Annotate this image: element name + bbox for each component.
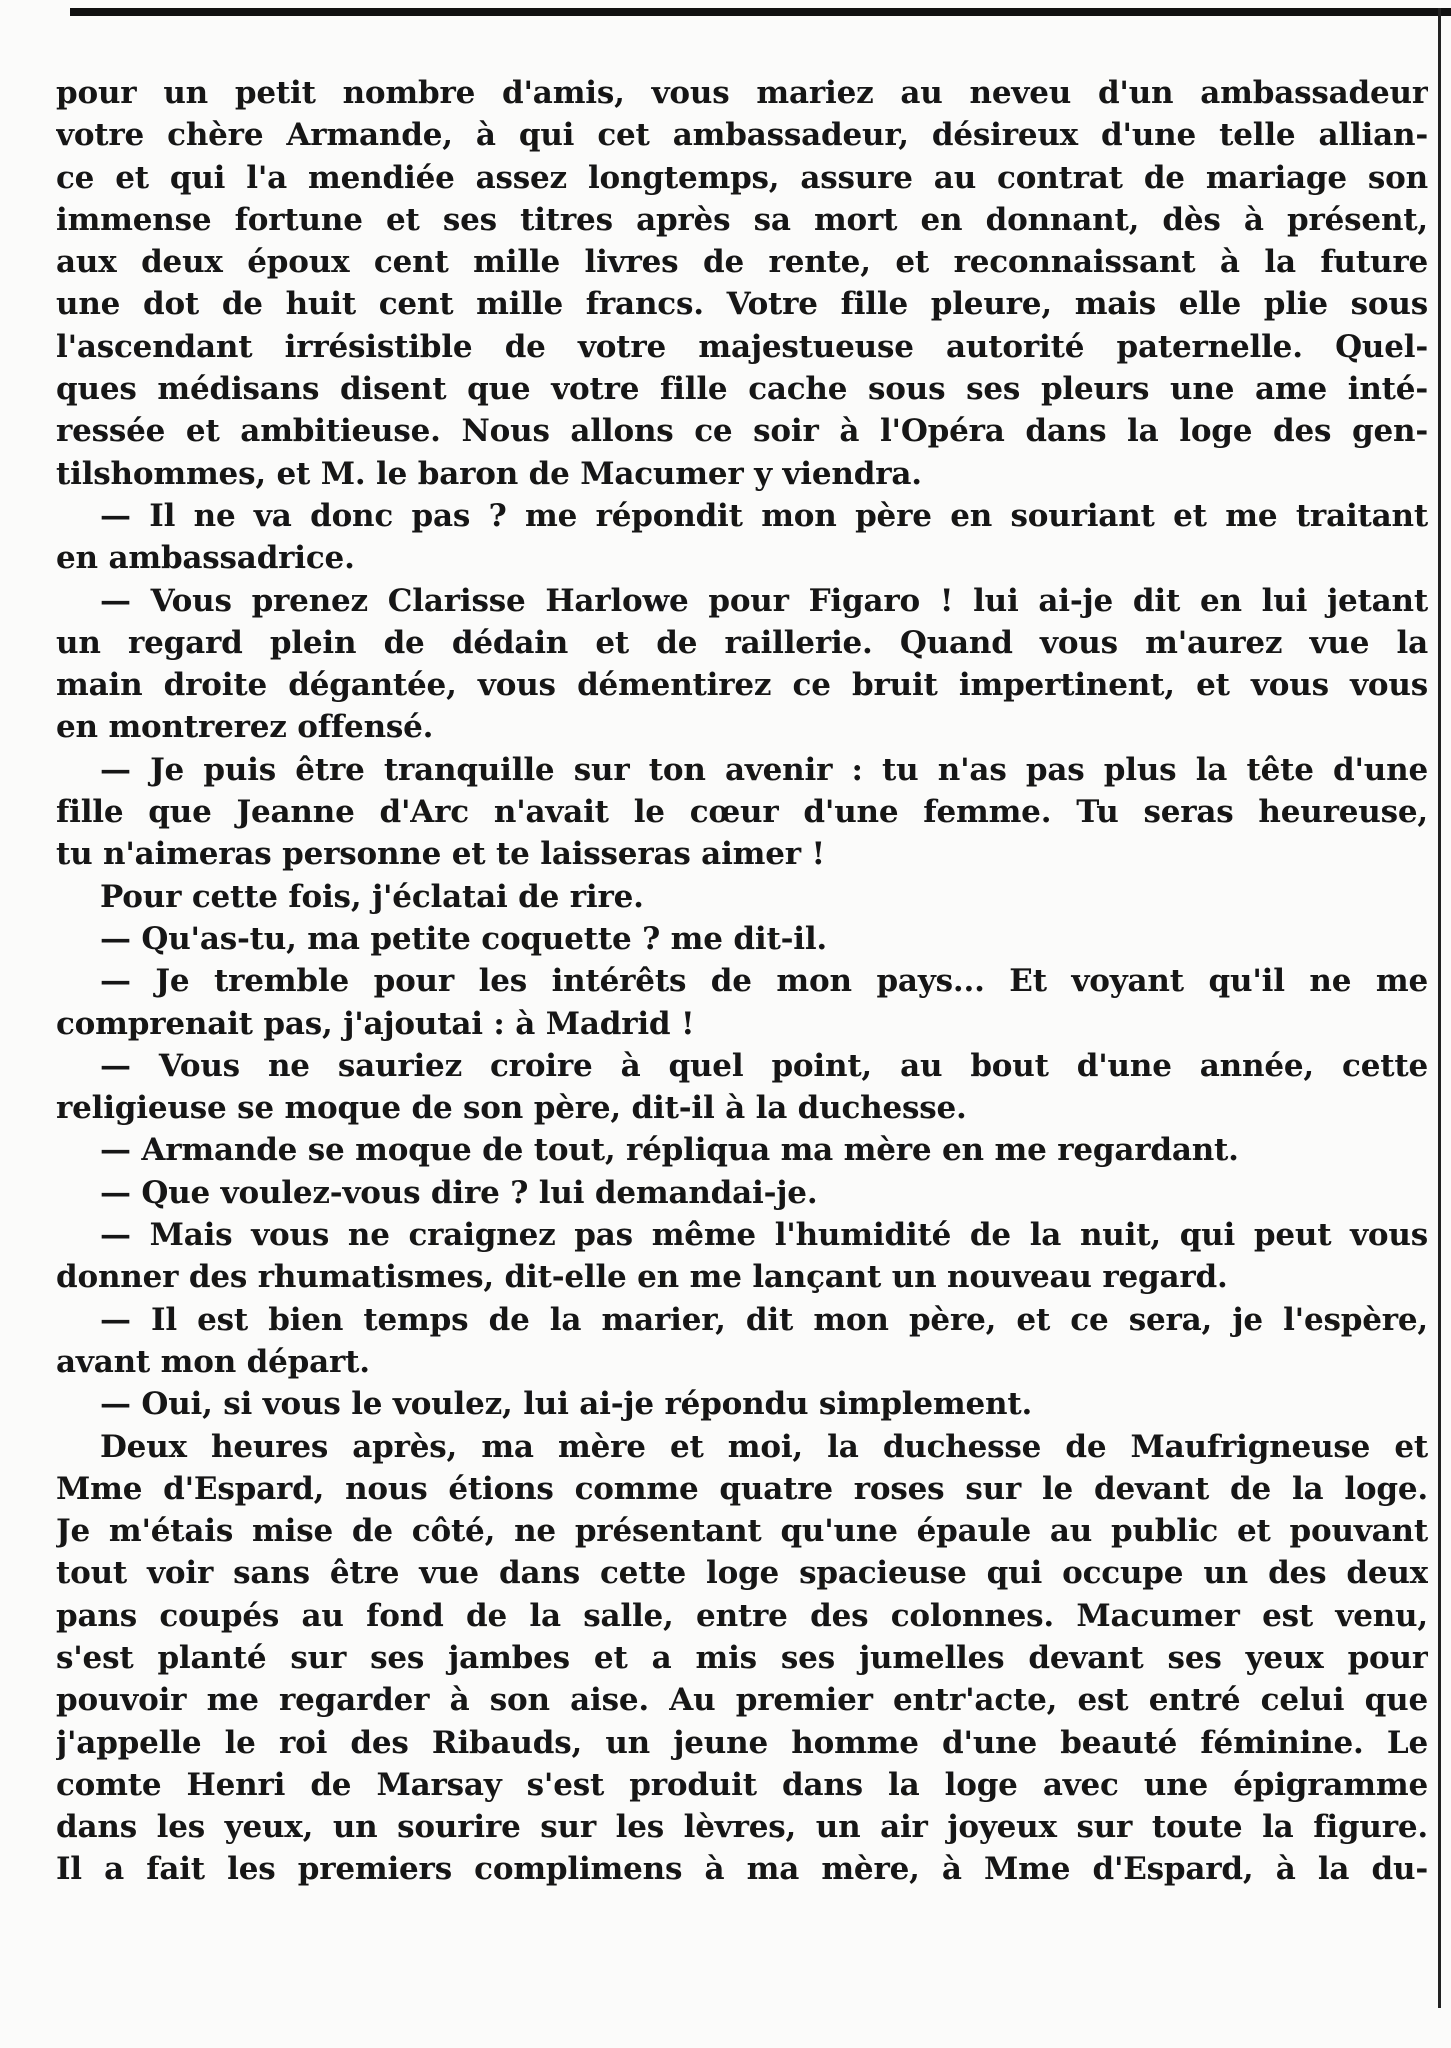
text-line: — Il est bien temps de la marier, dit mon père, et ce sera, je l'espère,: [100, 1301, 1428, 1338]
text-line: — Je puis être tranquille sur ton avenir : tu n'as pas plus la tête d'une: [100, 751, 1428, 788]
text-line: ques médisans disent que votre fille cache sous ses pleurs une ame inté-: [56, 371, 1428, 408]
text-line: — Je tremble pour les intérêts de mon pays... Et voyant qu'il ne me: [100, 963, 1428, 1000]
text-line: Je m'étais mise de côté, ne présentant qu'une épaule au public et pouvant: [56, 1513, 1428, 1550]
text-line: religieuse se moque de son père, dit-il à la duchesse.: [56, 1090, 967, 1127]
text-column: [56, 72, 1428, 1891]
text-line: ressée et ambitieuse. Nous allons ce soir à l'Opéra dans la loge des gen-: [56, 413, 1428, 450]
text-line: fille que Jeanne d'Arc n'avait le cœur d'une femme. Tu seras heureuse,: [56, 794, 1428, 831]
text-line: immense fortune et ses titres après sa mort en donnant, dès à présent,: [56, 201, 1428, 238]
text-line: tout voir sans être vue dans cette loge spacieuse qui occupe un des deux: [56, 1555, 1428, 1592]
text-line: pour un petit nombre d'amis, vous mariez au neveu d'un ambassadeur: [56, 75, 1428, 111]
text-line: ce et qui l'a mendiée assez longtemps, assure au contrat de mariage son: [56, 159, 1428, 196]
text-line: comprenait pas, j'ajoutai : à Madrid !: [56, 1005, 695, 1042]
text-line: — Que voulez-vous dire ? lui demandai-je.: [100, 1174, 818, 1211]
text-line: — Qu'as-tu, ma petite coquette ? me dit-il.: [100, 920, 827, 957]
text-line: — Vous ne sauriez croire à quel point, au bout d'une année, cette: [100, 1047, 1428, 1084]
text-line: — Vous prenez Clarisse Harlowe pour Figaro ! lui ai-je dit en lui jetant: [100, 582, 1428, 619]
text-line: en ambassadrice.: [56, 540, 355, 577]
text-line: tilshommes, et M. le baron de Macumer y viendra.: [56, 455, 922, 492]
column-rule: [1438, 8, 1441, 2008]
text-line: — Il ne va donc pas ? me répondit mon père en souriant et me traitant: [100, 497, 1428, 534]
text-line: dans les yeux, un sourire sur les lèvres, un air joyeux sur toute la figure.: [56, 1809, 1428, 1846]
text-line: Deux heures après, ma mère et moi, la duchesse de Maufrigneuse et: [100, 1428, 1428, 1465]
text-line: donner des rhumatismes, dit-elle en me lançant un nouveau regard.: [56, 1259, 1228, 1296]
text-line: aux deux époux cent mille livres de rente, et reconnaissant à la future: [56, 244, 1428, 281]
text-line: avant mon départ.: [56, 1343, 370, 1380]
text-line: main droite dégantée, vous démentirez ce bruit impertinent, et vous vous: [56, 667, 1428, 704]
text-line: — Armande se moque de tout, répliqua ma mère en me regardant.: [100, 1132, 1239, 1169]
text-line: j'appelle le roi des Ribauds, un jeune homme d'une beauté féminine. Le: [56, 1724, 1428, 1761]
text-line: — Mais vous ne craignez pas même l'humidité de la nuit, qui peut vous: [100, 1217, 1428, 1254]
text-line: l'ascendant irrésistible de votre majestueuse autorité paternelle. Quel-: [56, 328, 1428, 365]
text-line: — Oui, si vous le voulez, lui ai-je répondu simplement.: [100, 1386, 1033, 1423]
text-line: pans coupés au fond de la salle, entre des colonnes. Macumer est venu,: [56, 1597, 1428, 1634]
top-rule: [70, 8, 1451, 16]
text-line: une dot de huit cent mille francs. Votre fille pleure, mais elle plie sous: [56, 286, 1428, 323]
text-line: Il a fait les premiers complimens à ma mère, à Mme d'Espard, à la du-: [56, 1851, 1428, 1888]
text-line: s'est planté sur ses jambes et a mis ses jumelles devant ses yeux pour: [56, 1639, 1428, 1676]
text-line: votre chère Armande, à qui cet ambassadeur, désireux d'une telle allian-: [56, 117, 1428, 154]
text-line: en montrerez offensé.: [56, 709, 434, 746]
text-line: Pour cette fois, j'éclatai de rire.: [100, 878, 644, 915]
text-line: Mme d'Espard, nous étions comme quatre roses sur le devant de la loge.: [56, 1470, 1428, 1507]
text-line: un regard plein de dédain et de raillerie. Quand vous m'aurez vue la: [56, 624, 1428, 661]
text-line: comte Henri de Marsay s'est produit dans la loge avec une épigramme: [56, 1766, 1428, 1803]
text-line: pouvoir me regarder à son aise. Au premier entr'acte, est entré celui que: [56, 1682, 1428, 1719]
text-line: tu n'aimeras personne et te laisseras aimer !: [56, 836, 825, 873]
